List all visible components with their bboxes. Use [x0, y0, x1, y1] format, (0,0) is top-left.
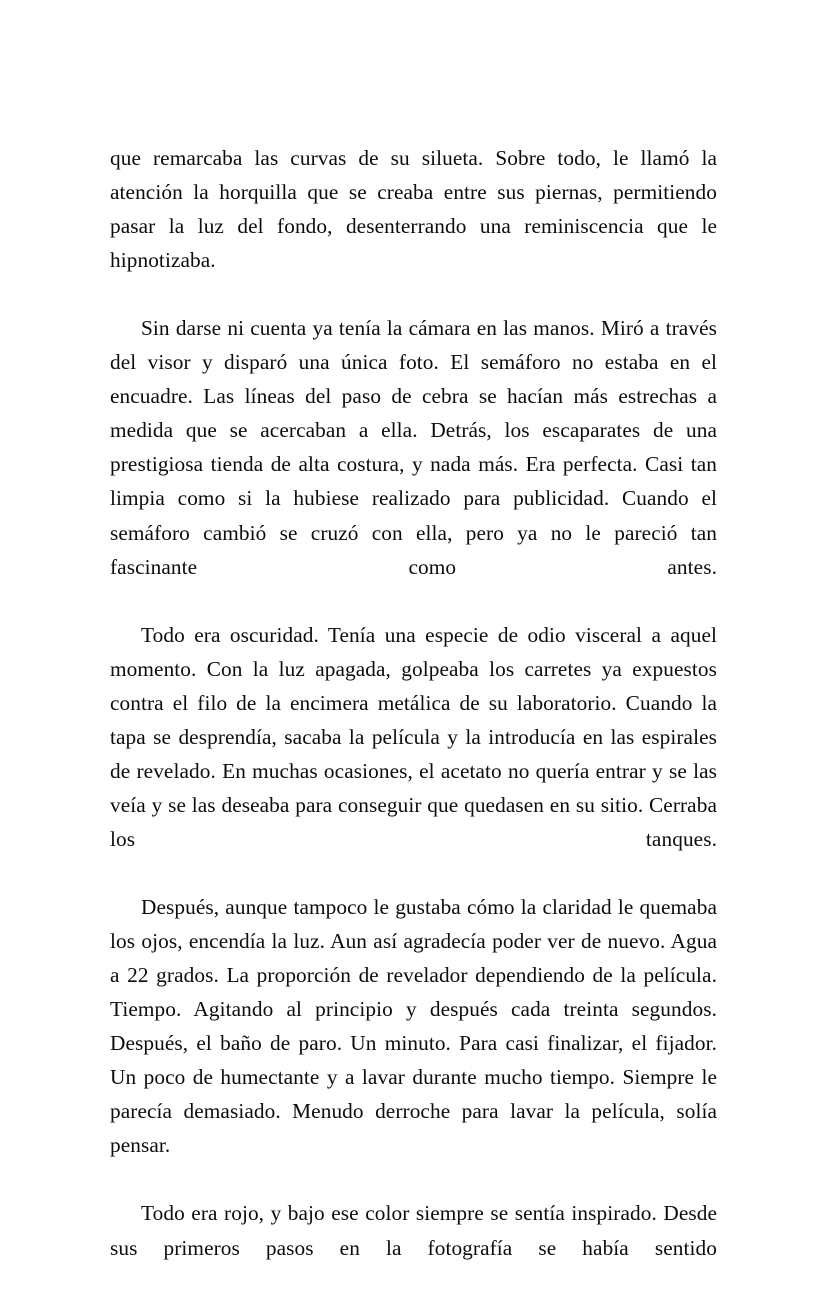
page-text-block: [110, 141, 717, 1299]
paragraph-3: Todo era oscuridad. Tenía una especie de odio visceral a aquel momento. Con la luz apagada, golpeaba los carretes ya expuestos contra el filo de la encimera metálica de su laboratorio. Cuando la tapa se desprendía, sacaba la película y la introducía en las espirales de revelado. En muchas ocasiones, el acetato no quería entrar y se las veía y se las deseaba para conseguir que quedasen en su sitio. Cerraba los tanques.: [110, 622, 717, 851]
paragraph-1: que remarcaba las curvas de su silueta. Sobre todo, le llamó la atención la horquilla que se creaba entre sus piernas, permitiendo pasar la luz del fondo, desenterrando una reminiscencia que le hipnotizaba.: [110, 146, 717, 273]
paragraph-4: Después, aunque tampoco le gustaba cómo la claridad le quemaba los ojos, encendía la luz. Aun así agradecía poder ver de nuevo. Agua a 22 grados. La proporción de revelador dependiendo de la película. Tiempo. Agitando al principio y después cada treinta segundos. Después, el baño de paro. Un minuto. Para casi finalizar, el fijador. Un poco de humectante y a lavar durante mucho tiempo. Siempre le parecía demasiado. Menudo derroche para lavar la película, solía pensar.: [110, 895, 717, 1158]
paragraph-5: Todo era rojo, y bajo ese color siempre se sentía inspirado. Desde sus primeros pasos en la fotografía se había sentido: [110, 1201, 717, 1260]
paragraph-2: Sin darse ni cuenta ya tenía la cámara en las manos. Miró a través del visor y disparó una única foto. El semáforo no estaba en el encuadre. Las líneas del paso de cebra se hacían más estrechas a medida que se acercaban a ella. Detrás, los escaparates de una prestigiosa tienda de alta costura, y nada más. Era perfecta. Casi tan limpia como si la hubiese realizado para publicidad. Cuando el semáforo cambió se cruzó con ella, pero ya no le pareció tan fascinante como antes.: [110, 316, 717, 579]
